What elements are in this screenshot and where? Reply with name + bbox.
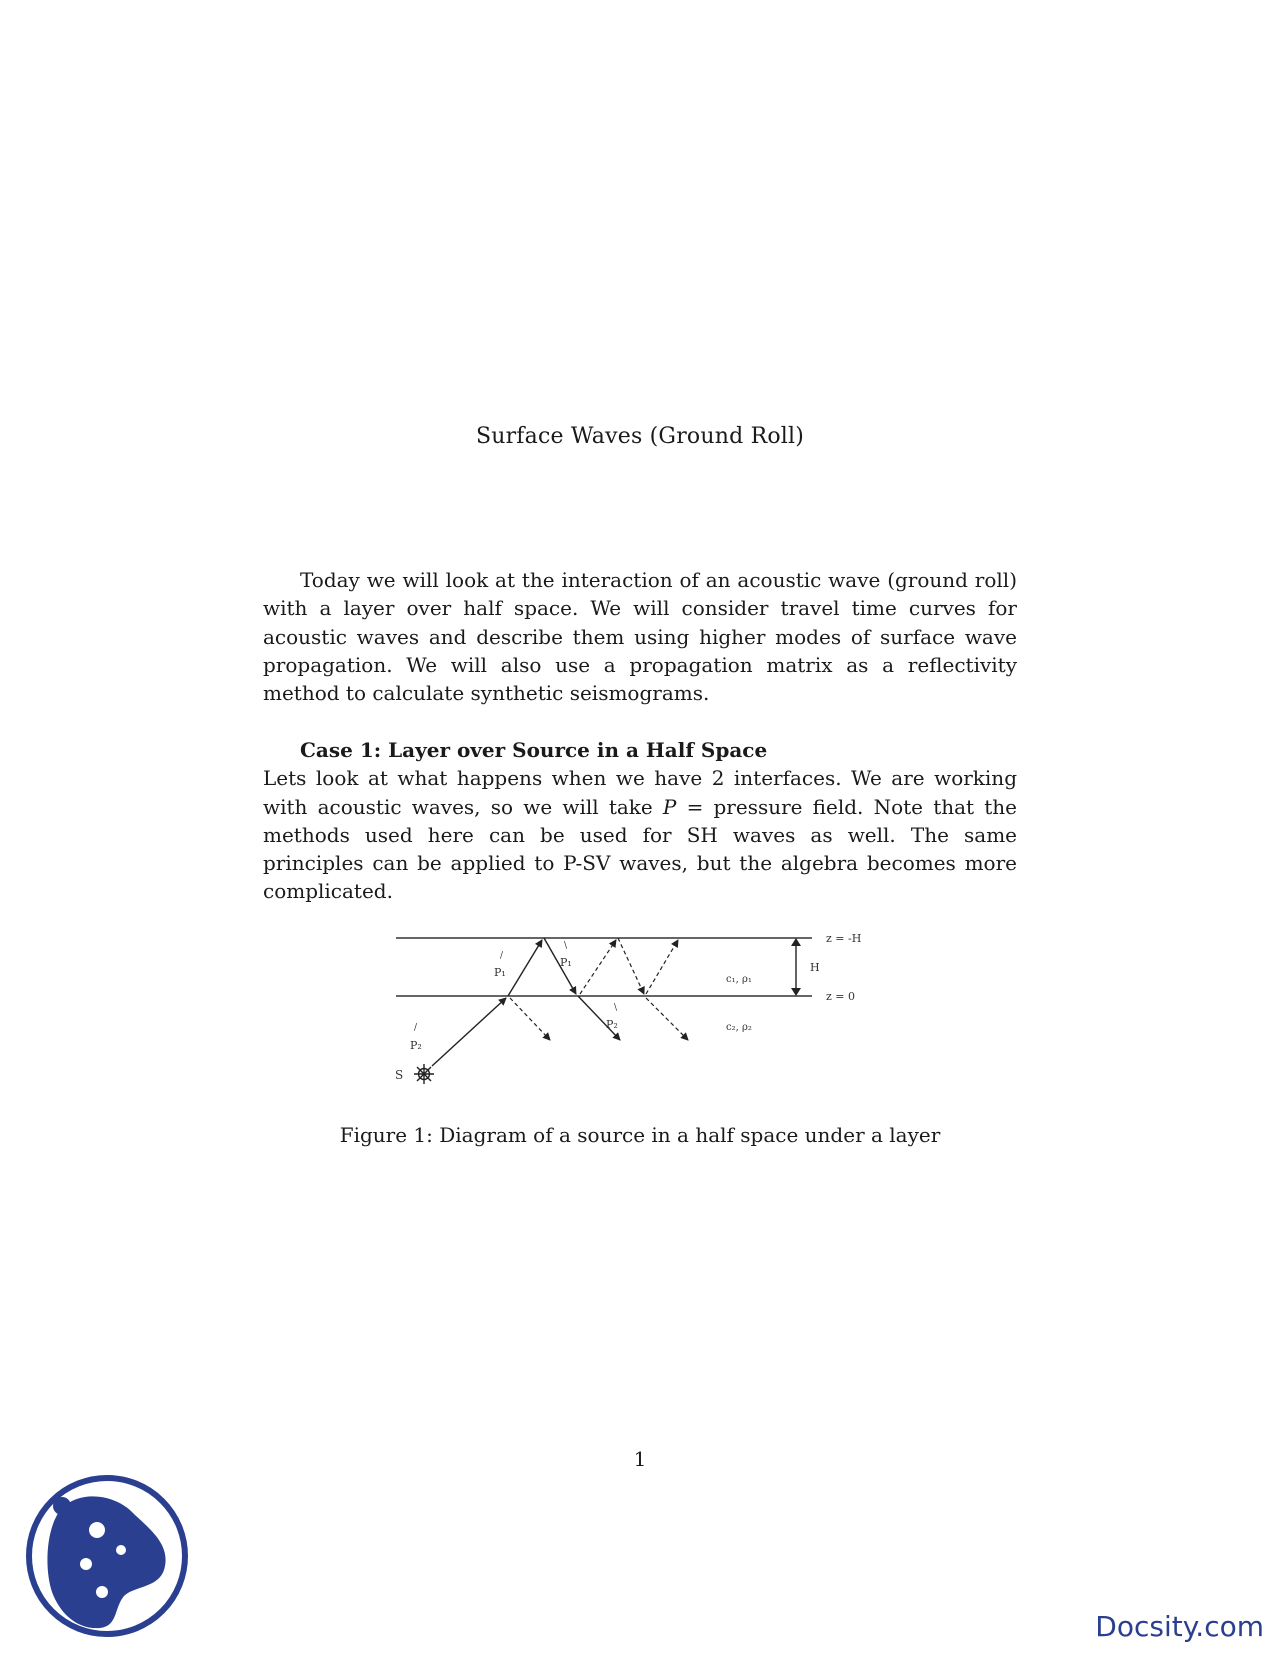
thickness-arrow-top-head [791,938,801,946]
source-star-icon [414,1064,434,1084]
case1-text-after: = pressure field. Note that the methods used here can be used for SH waves as well. The same principles can be applied to P-SV waves, but the algebra becomes more complicated. [263,794,1018,904]
case1-paragraph [263,764,1017,905]
case1-text-before: Lets look at what happens when we have 2 interfaces. We are working with acoustic waves, so we will take [263,766,1017,819]
z-bottom-label: z = 0 [826,990,856,1003]
layer-properties-label: c₁, ρ₁ [726,974,752,985]
ray-incident-p2 [432,998,506,1066]
page-title: Surface Waves (Ground Roll) [475,424,805,449]
figure-1 [380,914,910,1098]
p2-up-label: P₂ [410,1039,422,1052]
docsity-logo-icon [22,1468,192,1642]
z-top-label: z = -H [826,932,862,945]
intro-paragraph [263,566,1017,707]
figure-1-diagram [380,914,910,1098]
ray-p1-up [508,940,542,996]
case1-section [263,736,1017,906]
p1-up-accent: / [500,951,504,961]
p1-up-label: P₁ [494,966,506,979]
ray-dashed-up-1 [580,940,616,994]
ray-dashed-up-2 [646,940,678,994]
page-number: 1 [633,1447,647,1471]
ray-dashed-down-1 [618,938,644,994]
p2-down-label: P₂ [606,1018,618,1031]
source-label: S [395,1068,404,1082]
ray-dashed-transmit-1 [510,998,550,1040]
p1-down-label: P₁ [560,956,572,969]
case1-variable: P [662,794,677,819]
thickness-arrow-bottom-head [791,988,801,996]
docsity-wordmark[interactable]: Docsity.com [1095,1610,1264,1643]
p2-accent: / [414,1023,418,1033]
intro-text: Today we will look at the interaction of an acoustic wave (ground roll) with a layer over half space. We will consider travel time curves for acoustic waves and describe them using higher modes of surface wave propagation. We will also use a propagation matrix as a reflectivity method to calculate synthetic seismograms. [263,568,1017,706]
halfspace-properties-label: c₂, ρ₂ [726,1022,752,1033]
figure-caption: Figure 1: Diagram of a source in a half space under a layer [339,1123,941,1147]
ray-dashed-transmit-2 [646,998,688,1040]
thickness-label: H [810,961,820,974]
p2-down-accent: \ [614,1003,618,1013]
case1-heading: Case 1: Layer over Source in a Half Space [300,738,768,762]
p1-down-accent: \ [564,941,568,951]
